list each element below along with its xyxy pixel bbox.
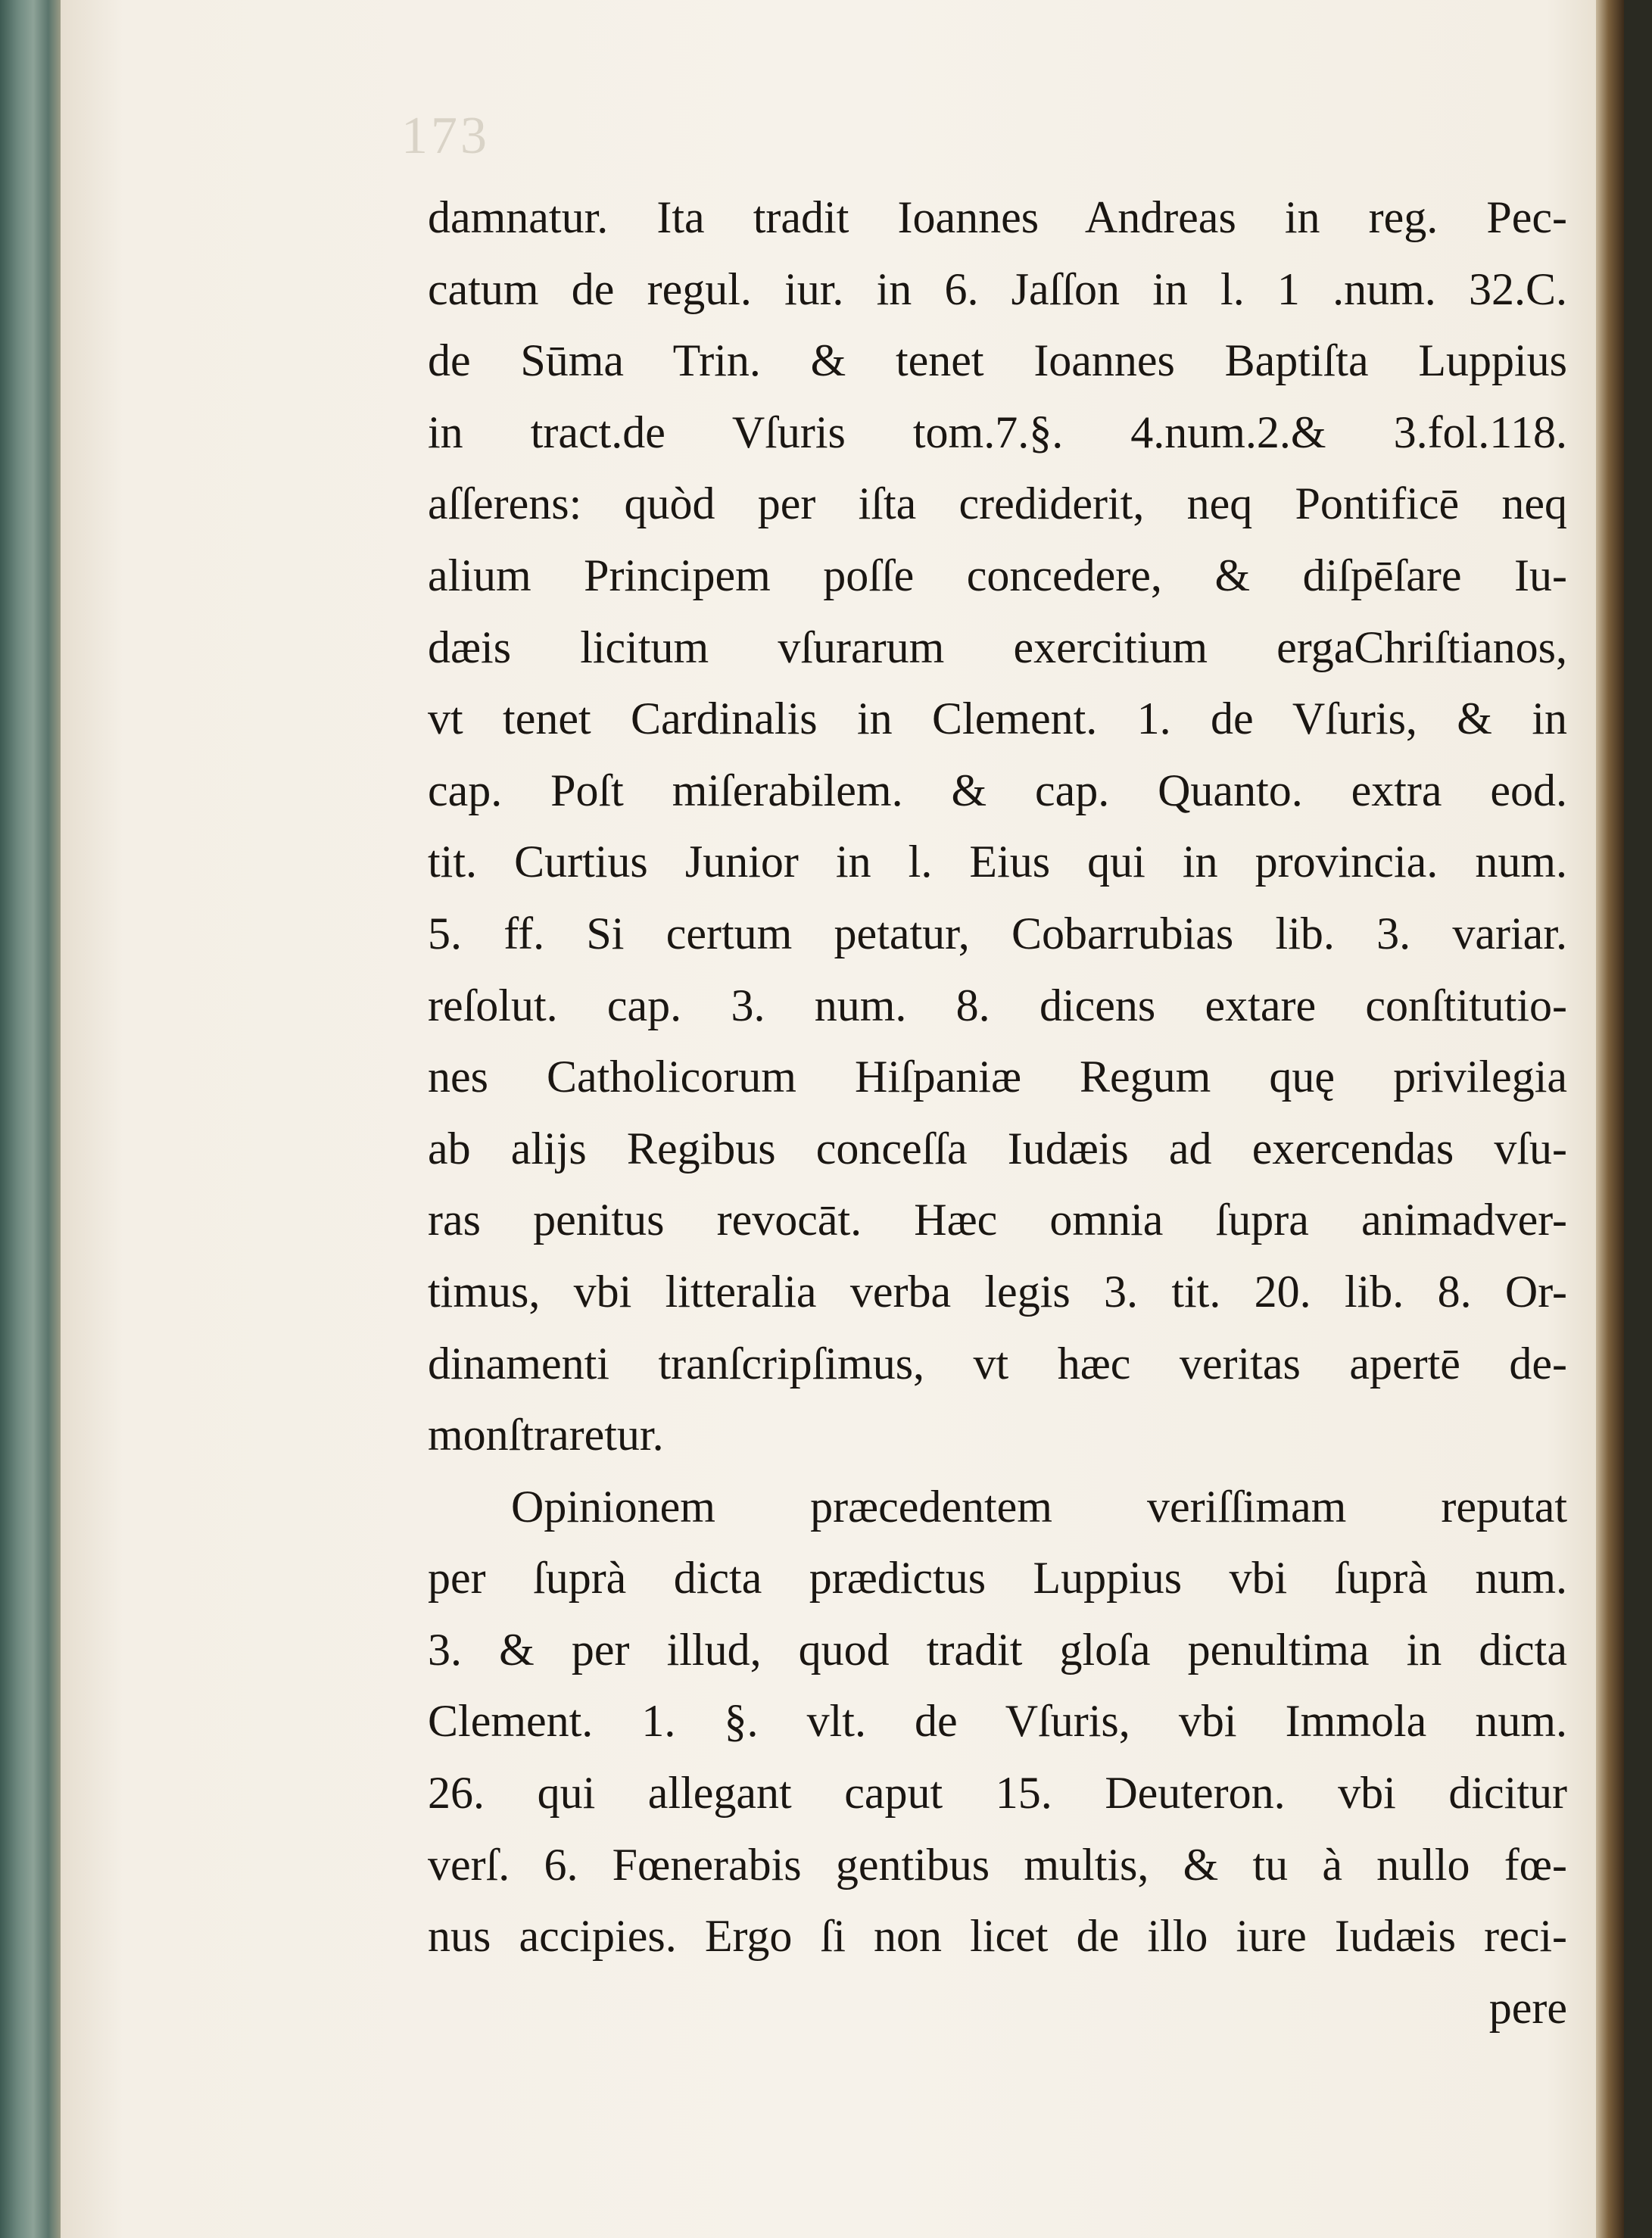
text-line: dinamenti tranſcripſimus, vt hæc veritas apertē de- bbox=[428, 1338, 1567, 1389]
text-line: nus accipies. Ergo ſi non licet de illo iure Iudæis reci- bbox=[428, 1911, 1567, 1962]
text-line: vt tenet Cardinalis in Clement. 1. de Vſuris, & in bbox=[428, 694, 1567, 744]
text-line: ab alijs Regibus conceſſa Iudæis ad exercendas vſu- bbox=[428, 1123, 1567, 1174]
text-line: damnatur. Ita tradit Ioannes Andreas in reg. Pec- bbox=[428, 192, 1567, 242]
text-line: dæis licitum vſurarum exercitium ergaChriſtianos, bbox=[428, 622, 1567, 672]
text-line: Opinionem præcedentem veriſſimam reputat bbox=[511, 1481, 1567, 1532]
text-line: tit. Curtius Junior in l. Eius qui in provincia. num. bbox=[428, 837, 1567, 887]
text-line: de Sūma Trin. & tenet Ioannes Baptiſta Luppius bbox=[428, 335, 1567, 386]
text-line: timus, vbi litteralia verba legis 3. tit. 20. lib. 8. Or- bbox=[428, 1266, 1567, 1317]
text-line: aſſerens: quòd per iſta crediderit, neq Pontificē neq bbox=[428, 478, 1567, 529]
text-line: 3. & per illud, quod tradit gloſa penultima in dicta bbox=[428, 1624, 1567, 1675]
text-line: 26. qui allegant caput 15. Deuteron. vbi dicitur bbox=[428, 1768, 1567, 1819]
text-line: per ſuprà dicta prædictus Luppius vbi ſuprà num. bbox=[428, 1553, 1567, 1604]
catchword: pere bbox=[1488, 1982, 1567, 2033]
text-line: nes Catholicorum Hiſpaniæ Regum quę privilegia bbox=[428, 1052, 1567, 1102]
text-line: Clement. 1. §. vlt. de Vſuris, vbi Immola num. bbox=[428, 1696, 1567, 1747]
text-line: ras penitus revocāt. Hæc omnia ſupra animadver- bbox=[428, 1195, 1567, 1245]
text-line: reſolut. cap. 3. num. 8. dicens extare conſtitutio- bbox=[428, 980, 1567, 1030]
text-line: verſ. 6. Fœnerabis gentibus multis, & tu à nullo fœ- bbox=[428, 1839, 1567, 1890]
page-edge bbox=[1596, 0, 1624, 2238]
text-line: monſtraretur. bbox=[428, 1410, 664, 1460]
text-line: 5. ff. Si certum petatur, Cobarrubias lib. 3. variar. bbox=[428, 908, 1567, 958]
text-line: in tract.de Vſuris tom.7.§. 4.num.2.& 3.fol.118. bbox=[428, 407, 1567, 457]
text-line: alium Principem poſſe concedere, & diſpēſare Iu- bbox=[428, 550, 1567, 600]
text-line: cap. Poſt miſerabilem. & cap. Quanto. extra eod. bbox=[428, 765, 1567, 815]
text-block bbox=[428, 182, 1567, 2043]
text-line: catum de regul. iur. in 6. Jaſſon in l. 1 .num. 32.C. bbox=[428, 263, 1567, 314]
book-spine bbox=[0, 0, 61, 2238]
page-number: 173 bbox=[401, 107, 490, 165]
